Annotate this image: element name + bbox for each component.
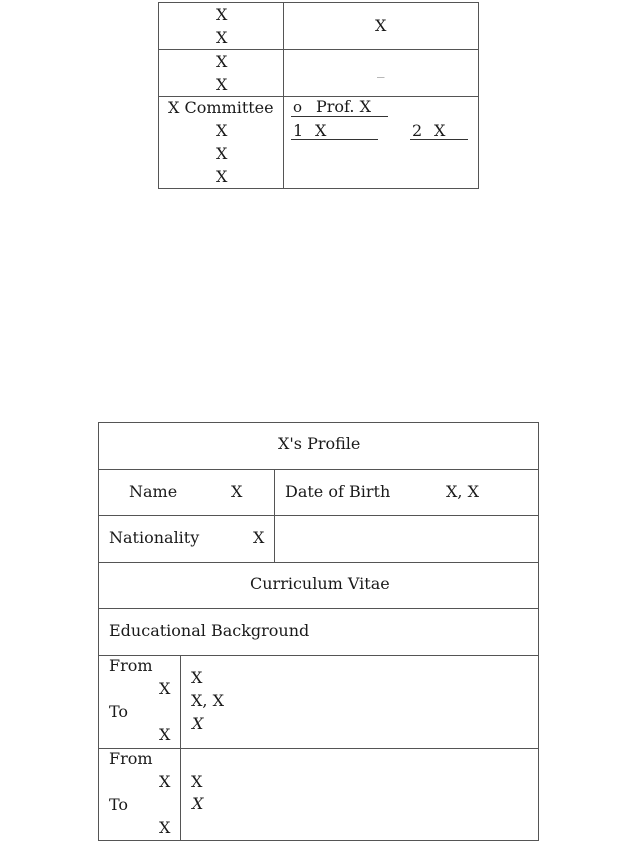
member1-number: 1 [293,121,304,140]
entry1-from-value: X [159,679,171,698]
entry2-from-value: X [159,772,171,791]
profile-row-divider [98,515,539,516]
entry2-to-value: X [159,818,171,837]
committee-row-divider [158,49,479,50]
entry1-detail: X [191,668,203,687]
profile-row-divider [98,469,539,470]
profile-row-divider [98,655,539,656]
dob-label: Date of Birth [285,482,391,501]
entry1-detail: X [192,714,204,733]
member2-underline [410,139,468,140]
member2-name: X [434,121,446,140]
entry1-from-label: From [109,656,153,675]
profile-col-divider [274,469,275,562]
entries-col-divider [180,655,181,841]
entry2-from-label: From [109,749,153,768]
profile-row-divider [98,748,539,749]
chair-bullet: o [293,98,303,116]
row2-left-line1: X [216,52,228,71]
chair-name: Prof. X [316,97,371,116]
row2-left-line2: X [216,75,228,94]
chair-underline [291,116,388,117]
entry1-to-label: To [109,702,129,721]
member1-underline [291,139,378,140]
committee-left-line2: X [216,121,228,140]
row1-right-value: X [375,16,387,35]
entry1-to-value: X [159,725,171,744]
row2-right-placeholder: _ [377,60,385,78]
dob-value: X, X [446,482,479,501]
entry2-to-label: To [109,795,129,814]
entry1-detail: X, X [191,691,224,710]
member1-name: X [315,121,327,140]
profile-title: X's Profile [278,434,361,453]
profile-row-divider [98,608,539,609]
entry2-detail: X [192,794,204,813]
committee-left-line4: X [216,167,228,186]
profile-row-divider [98,562,539,563]
committee-left-line3: X [216,144,228,163]
name-value: X [231,482,243,501]
row1-left-line2: X [216,28,228,47]
member2-number: 2 [412,121,423,140]
education-label: Educational Background [109,621,310,640]
nationality-label: Nationality [109,528,200,547]
committee-label: X Committee [168,98,274,117]
entry2-detail: X [191,772,203,791]
name-label: Name [129,482,178,501]
cv-title: Curriculum Vitae [250,574,390,593]
row1-left-line1: X [216,5,228,24]
nationality-value: X [253,528,265,547]
